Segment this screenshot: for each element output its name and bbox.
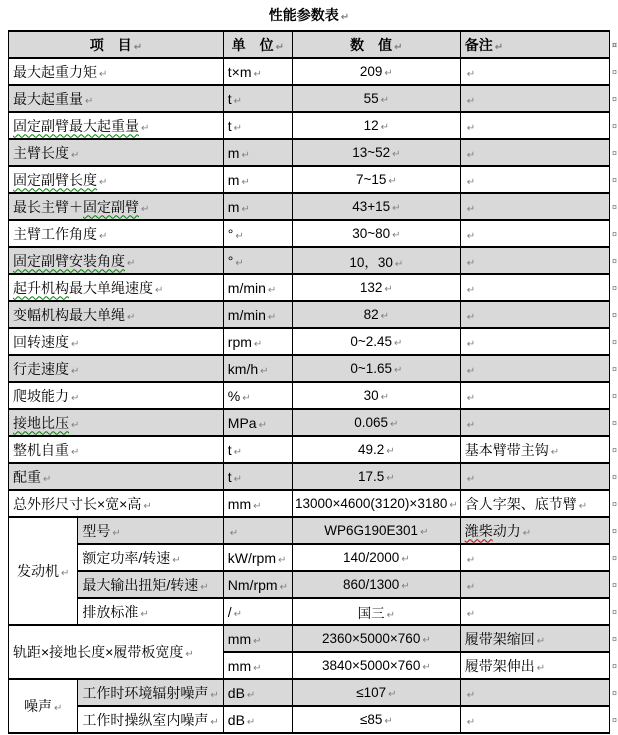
unit-cell: t ↵: [223, 85, 292, 112]
cell-end-mark-icon: ↵: [71, 338, 80, 350]
cell-end-mark-icon: ↵: [71, 365, 80, 377]
cell-end-mark-icon: ↵: [386, 473, 395, 484]
row-end-mark-icon: ¤: [611, 309, 617, 320]
unit-cell: ° ↵: [223, 247, 292, 274]
table-row: [9, 139, 618, 166]
header-item-label: 项 目: [89, 36, 132, 53]
cell-end-mark-icon: ↵: [241, 149, 250, 161]
unit-cell: ° ↵: [223, 220, 292, 247]
item-cell: 配重 ↵: [9, 463, 224, 490]
remark-cell: [460, 463, 609, 490]
item-cell: 工作时环境辐射噪声 ↵: [78, 679, 223, 706]
table-row: [9, 220, 618, 247]
value-cell: 82 ↵: [292, 301, 460, 328]
unit-cell: t ↵: [223, 436, 292, 463]
unit-cell: rpm ↵: [223, 328, 292, 355]
unit-cell: m/min ↵: [223, 274, 292, 301]
remark-cell: [460, 706, 609, 733]
unit-cell: Nm/rpm ↵: [223, 571, 292, 598]
item-cell: 排放标准 ↵: [78, 598, 223, 625]
cell-end-mark-icon: ↵: [466, 176, 476, 188]
cell-end-mark-icon: ↵: [267, 311, 277, 323]
item-cell: 行走速度 ↵: [9, 355, 224, 382]
remark-cell: 潍柴动力 ↵: [460, 517, 609, 544]
page-title: [0, 0, 618, 30]
row-end-mark-icon: ¤: [611, 201, 617, 212]
row-end-mark-icon: ¤: [611, 471, 617, 482]
remark-cell: [460, 274, 609, 301]
value-cell: 0.065 ↵: [292, 409, 460, 436]
header-unit: [223, 31, 292, 58]
cell-end-mark-icon: ↵: [420, 527, 429, 538]
cell-end-mark-icon: ↵: [392, 230, 401, 241]
cell-end-mark-icon: ↵: [233, 473, 243, 485]
remark-cell: [460, 544, 609, 571]
cell-end-mark-icon: ↵: [422, 662, 431, 673]
value-cell: 132 ↵: [292, 274, 460, 301]
header-unit-label: 单 位: [231, 36, 274, 53]
spellcheck-underline: 潍柴: [464, 522, 493, 539]
item-cell: 最大起重力矩 ↵: [9, 58, 224, 85]
unit-cell: % ↵: [223, 382, 292, 409]
table-row: [9, 625, 618, 652]
row-end-mark-icon: ¤: [611, 336, 617, 347]
item-cell: 整机自重 ↵: [9, 436, 224, 463]
row-end-mark-icon: ¤: [611, 498, 617, 509]
value-cell: 国三 ↵: [292, 598, 460, 625]
table-row: [9, 112, 618, 139]
cell-end-mark-icon: ↵: [393, 365, 403, 376]
item-cell: 最大起重量 ↵: [9, 85, 224, 112]
cell-end-mark-icon: ↵: [536, 662, 546, 674]
table-row: [9, 166, 618, 193]
header-remark: [460, 31, 609, 58]
table-header: [9, 31, 618, 58]
remark-cell: [460, 382, 609, 409]
item-cell: 型号 ↵: [78, 517, 223, 544]
cell-end-mark-icon: ↵: [401, 554, 410, 565]
row-end-mark-icon: ¤: [611, 606, 617, 617]
spellcheck-underline: 固定副臂最大起重量: [13, 117, 139, 134]
cell-end-mark-icon: ↵: [380, 122, 390, 133]
cell-end-mark-icon: ↵: [127, 311, 136, 323]
value-cell: 55 ↵: [292, 85, 460, 112]
item-cell: 工作时操纵室内噪声 ↵: [78, 706, 223, 733]
remark-cell: [460, 112, 609, 139]
unit-cell: m ↵: [223, 166, 292, 193]
cell-end-mark-icon: ↵: [522, 527, 532, 539]
cell-end-mark-icon: ↵: [393, 338, 403, 349]
remark-cell: [460, 166, 609, 193]
cell-end-mark-icon: ↵: [392, 203, 401, 214]
item-cell: 总外形尺寸长×宽×高 ↵: [9, 490, 224, 517]
cell-end-mark-icon: ↵: [260, 365, 269, 377]
unit-cell: m/min ↵: [223, 301, 292, 328]
cell-end-mark-icon: ↵: [241, 203, 250, 215]
remark-cell: [460, 85, 609, 112]
unit-cell: MPa ↵: [223, 409, 292, 436]
cell-end-mark-icon: ↵: [172, 554, 181, 566]
cell-end-mark-icon: ↵: [384, 716, 393, 727]
cell-end-mark-icon: ↵: [143, 500, 152, 512]
cell-end-mark-icon: ↵: [233, 95, 243, 107]
cell-end-mark-icon: ↵: [466, 257, 476, 269]
unit-cell: kW/rpm ↵: [223, 544, 292, 571]
unit-cell: [223, 517, 292, 544]
spellcheck-underline: 固定副臂长度: [13, 171, 97, 188]
table-row: [9, 85, 618, 112]
cell-end-mark-icon: ↵: [99, 176, 108, 188]
cell-end-mark-icon: ↵: [253, 500, 262, 512]
header-remark-label: 备注: [464, 36, 493, 53]
item-cell: 爬坡能力 ↵: [9, 382, 224, 409]
item-cell: 回转速度 ↵: [9, 328, 224, 355]
item-cell: 主臂长度 ↵: [9, 139, 224, 166]
item-cell: [9, 112, 224, 139]
cell-end-mark-icon: ↵: [233, 446, 243, 458]
cell-end-mark-icon: ↵: [43, 473, 52, 485]
remark-cell: [460, 58, 609, 85]
cell-end-mark-icon: ↵: [466, 122, 476, 134]
header-value-label: 数 值: [350, 36, 393, 53]
cell-end-mark-icon: ↵: [466, 554, 476, 566]
cell-end-mark-icon: ↵: [466, 230, 476, 242]
item-cell: 变幅机构最大单绳 ↵: [9, 301, 224, 328]
remark-cell: 基本臂带主钩 ↵: [460, 436, 609, 463]
unit-cell: km/h ↵: [223, 355, 292, 382]
value-cell: 2360×5000×760 ↵: [292, 625, 460, 652]
table-row: [9, 598, 618, 625]
cell-end-mark-icon: ↵: [253, 635, 262, 647]
unit-cell: mm ↵: [223, 625, 292, 652]
table-row: [9, 544, 618, 571]
value-cell: 43+15 ↵: [292, 193, 460, 220]
group-cell: 发动机 ↵: [9, 517, 78, 625]
cell-end-mark-icon: ↵: [242, 392, 251, 404]
cell-end-mark-icon: ↵: [536, 635, 546, 647]
row-end-mark-icon: ¤: [611, 66, 617, 77]
value-cell: 0~2.45 ↵: [292, 328, 460, 355]
item-cell: 最长主臂＋固定副臂 ↵: [9, 193, 224, 220]
table-row: [9, 706, 618, 733]
remark-cell: [460, 571, 609, 598]
cell-end-mark-icon: ↵: [380, 392, 390, 403]
cell-end-mark-icon: ↵: [384, 284, 393, 295]
value-cell: 17.5 ↵: [292, 463, 460, 490]
cell-end-mark-icon: ↵: [253, 662, 262, 674]
cell-end-mark-icon: ↵: [449, 500, 458, 511]
value-cell: 10，30 ↵: [292, 247, 460, 274]
value-cell: 3840×5000×760 ↵: [292, 652, 460, 679]
cell-end-mark-icon: ↵: [466, 284, 476, 296]
cell-end-mark-icon: ↵: [550, 446, 560, 458]
value-cell: 0~1.65 ↵: [292, 355, 460, 382]
row-end-mark-icon: ¤: [611, 174, 617, 185]
value-cell: ≤85 ↵: [292, 706, 460, 733]
table-row: [9, 301, 618, 328]
value-cell: 12 ↵: [292, 112, 460, 139]
unit-cell: / ↵: [223, 598, 292, 625]
value-cell: ≤107 ↵: [292, 679, 460, 706]
table-row: [9, 436, 618, 463]
cell-end-mark-icon: ↵: [388, 176, 397, 187]
item-cell: [9, 166, 224, 193]
cell-end-mark-icon: ↵: [466, 203, 476, 215]
cell-end-mark-icon: ↵: [392, 149, 401, 160]
cell-end-mark-icon: ↵: [235, 257, 244, 269]
value-cell: 13~52 ↵: [292, 139, 460, 166]
cell-end-mark-icon: ↵: [133, 41, 143, 53]
table-row: [9, 58, 618, 85]
cell-end-mark-icon: ↵: [466, 419, 476, 431]
row-end-mark-icon: ¤: [611, 120, 617, 131]
cell-end-mark-icon: ↵: [200, 581, 209, 593]
value-cell: 30 ↵: [292, 382, 460, 409]
row-end-mark-icon: ¤: [611, 147, 617, 158]
paragraph-mark-icon: ↵: [340, 12, 350, 23]
remark-cell: [460, 355, 609, 382]
cell-end-mark-icon: ↵: [388, 689, 397, 700]
header-item: [9, 31, 224, 58]
spellcheck-underline: 接地比压: [13, 414, 69, 431]
cell-end-mark-icon: ↵: [401, 581, 410, 592]
item-cell: 起升机构最大单绳速度 ↵: [9, 274, 224, 301]
item-cell: [9, 409, 224, 436]
cell-end-mark-icon: ↵: [466, 149, 476, 161]
unit-cell: mm ↵: [223, 652, 292, 679]
remark-cell: [460, 679, 609, 706]
cell-end-mark-icon: ↵: [278, 554, 287, 566]
unit-cell: t×m ↵: [223, 58, 292, 85]
cell-end-mark-icon: ↵: [384, 68, 393, 79]
cell-end-mark-icon: ↵: [258, 419, 267, 431]
cell-end-mark-icon: ↵: [235, 230, 244, 242]
unit-cell: dB ↵: [223, 679, 292, 706]
cell-end-mark-icon: ↵: [71, 392, 80, 404]
row-end-mark-icon: ¤: [611, 39, 617, 50]
row-end-mark-icon: ¤: [611, 579, 617, 590]
cell-end-mark-icon: ↵: [85, 95, 94, 107]
cell-end-mark-icon: ↵: [466, 716, 476, 728]
cell-end-mark-icon: ↵: [422, 635, 431, 646]
remark-cell: 含人字架、底节臂 ↵: [460, 490, 609, 517]
row-end-mark-icon: ¤: [611, 255, 617, 266]
cell-end-mark-icon: ↵: [394, 41, 403, 53]
page-title-text: 性能参数表: [268, 7, 339, 23]
value-cell: 860/1300 ↵: [292, 571, 460, 598]
value-cell: 30~80 ↵: [292, 220, 460, 247]
header-value: [292, 31, 460, 58]
cell-end-mark-icon: ↵: [253, 68, 262, 80]
unit-cell: dB ↵: [223, 706, 292, 733]
remark-cell: 履带架缩回 ↵: [460, 625, 609, 652]
cell-end-mark-icon: ↵: [494, 41, 504, 53]
cell-end-mark-icon: ↵: [386, 609, 396, 621]
cell-end-mark-icon: ↵: [233, 122, 243, 134]
table-row: [9, 274, 618, 301]
table-row: [9, 679, 618, 706]
cell-end-mark-icon: ↵: [246, 689, 256, 701]
unit-cell: t ↵: [223, 112, 292, 139]
row-end-mark-icon: ¤: [611, 390, 617, 401]
table-body: [9, 58, 618, 733]
group-cell: 噪声 ↵: [9, 679, 78, 733]
cell-end-mark-icon: ↵: [466, 365, 476, 377]
performance-table: [8, 30, 618, 734]
row-end-mark-icon: ¤: [611, 552, 617, 563]
remark-cell: [460, 409, 609, 436]
cell-end-mark-icon: ↵: [155, 284, 164, 296]
table-row: [9, 463, 618, 490]
cell-end-mark-icon: ↵: [386, 446, 395, 457]
row-end-mark-icon: ¤: [611, 525, 617, 536]
cell-end-mark-icon: ↵: [466, 689, 476, 701]
cell-end-mark-icon: ↵: [466, 95, 476, 107]
item-cell: [9, 247, 224, 274]
cell-end-mark-icon: ↵: [141, 203, 150, 215]
cell-end-mark-icon: ↵: [241, 176, 250, 188]
row-end-mark-icon: ¤: [611, 417, 617, 428]
row-end-mark-icon: ¤: [611, 714, 617, 725]
unit-cell: m ↵: [223, 193, 292, 220]
cell-end-mark-icon: ↵: [210, 716, 219, 728]
cell-end-mark-icon: ↵: [246, 716, 256, 728]
cell-end-mark-icon: ↵: [229, 527, 239, 539]
cell-end-mark-icon: ↵: [112, 527, 121, 539]
remark-cell: [460, 328, 609, 355]
cell-end-mark-icon: ↵: [578, 500, 588, 512]
header-row: [9, 31, 618, 58]
table-row: [9, 490, 618, 517]
table-row: [9, 328, 618, 355]
cell-end-mark-icon: ↵: [71, 149, 80, 161]
cell-end-mark-icon: ↵: [466, 338, 476, 350]
cell-end-mark-icon: ↵: [380, 311, 390, 322]
cell-end-mark-icon: ↵: [394, 258, 404, 270]
row-end-mark-icon: ¤: [611, 282, 617, 293]
table-row: [9, 193, 618, 220]
row-end-mark-icon: ¤: [611, 228, 617, 239]
item-cell: 主臂工作角度 ↵: [9, 220, 224, 247]
remark-cell: [460, 301, 609, 328]
row-end-mark-icon: ¤: [611, 660, 617, 671]
cell-end-mark-icon: ↵: [141, 122, 150, 134]
cell-end-mark-icon: ↵: [279, 581, 288, 593]
cell-end-mark-icon: ↵: [54, 703, 63, 714]
cell-end-mark-icon: ↵: [267, 284, 277, 296]
table-row: [9, 517, 618, 544]
row-end-mark-icon: ¤: [611, 93, 617, 104]
table-row: [9, 571, 618, 598]
remark-cell: [460, 247, 609, 274]
spellcheck-underline: 起升机构: [13, 279, 69, 296]
cell-end-mark-icon: ↵: [61, 568, 70, 579]
cell-end-mark-icon: ↵: [127, 257, 136, 269]
table-row: [9, 409, 618, 436]
cell-end-mark-icon: ↵: [253, 338, 263, 350]
cell-end-mark-icon: ↵: [99, 230, 108, 242]
spellcheck-underline: 固定副臂: [83, 198, 139, 215]
row-end-mark-icon: ¤: [611, 687, 617, 698]
cell-end-mark-icon: ↵: [233, 608, 243, 620]
table-row: [9, 247, 618, 274]
row-end-mark-icon: ¤: [611, 444, 617, 455]
spellcheck-underline: 固定副臂安装角度: [13, 252, 125, 269]
value-cell: 140/2000 ↵: [292, 544, 460, 571]
value-cell: 209 ↵: [292, 58, 460, 85]
unit-cell: m ↵: [223, 139, 292, 166]
remark-cell: [460, 220, 609, 247]
remark-cell: 履带架伸出 ↵: [460, 652, 609, 679]
item-cell: 额定功率/转速 ↵: [78, 544, 223, 571]
row-end-mark-icon: ¤: [611, 633, 617, 644]
table-row: [9, 355, 618, 382]
cell-end-mark-icon: ↵: [466, 581, 476, 593]
value-cell: WP6G190E301 ↵: [292, 517, 460, 544]
remark-cell: [460, 139, 609, 166]
remark-cell: [460, 193, 609, 220]
cell-end-mark-icon: ↵: [71, 446, 80, 458]
unit-cell: t ↵: [223, 463, 292, 490]
cell-end-mark-icon: ↵: [466, 392, 476, 404]
cell-end-mark-icon: ↵: [390, 419, 399, 430]
value-cell: 49.2 ↵: [292, 436, 460, 463]
value-cell: 7~15 ↵: [292, 166, 460, 193]
row-end-mark-icon: ¤: [611, 363, 617, 374]
group-cell: 轨距×接地长度×履带板宽度 ↵: [9, 625, 224, 679]
cell-end-mark-icon: ↵: [466, 311, 476, 323]
cell-end-mark-icon: ↵: [466, 473, 476, 485]
cell-end-mark-icon: ↵: [466, 68, 476, 80]
unit-cell: mm ↵: [223, 490, 292, 517]
cell-end-mark-icon: ↵: [99, 68, 108, 80]
remark-cell: [460, 598, 609, 625]
cell-end-mark-icon: ↵: [275, 41, 285, 53]
cell-end-mark-icon: ↵: [71, 419, 80, 431]
cell-end-mark-icon: ↵: [466, 608, 476, 620]
cell-end-mark-icon: ↵: [140, 608, 149, 620]
cell-end-mark-icon: ↵: [185, 649, 194, 660]
value-cell: 13000×4600(3120)×3180 ↵: [292, 490, 460, 517]
item-cell: 最大输出扭矩/转速 ↵: [78, 571, 223, 598]
table-row: [9, 382, 618, 409]
cell-end-mark-icon: ↵: [380, 95, 390, 106]
cell-end-mark-icon: ↵: [210, 689, 219, 701]
